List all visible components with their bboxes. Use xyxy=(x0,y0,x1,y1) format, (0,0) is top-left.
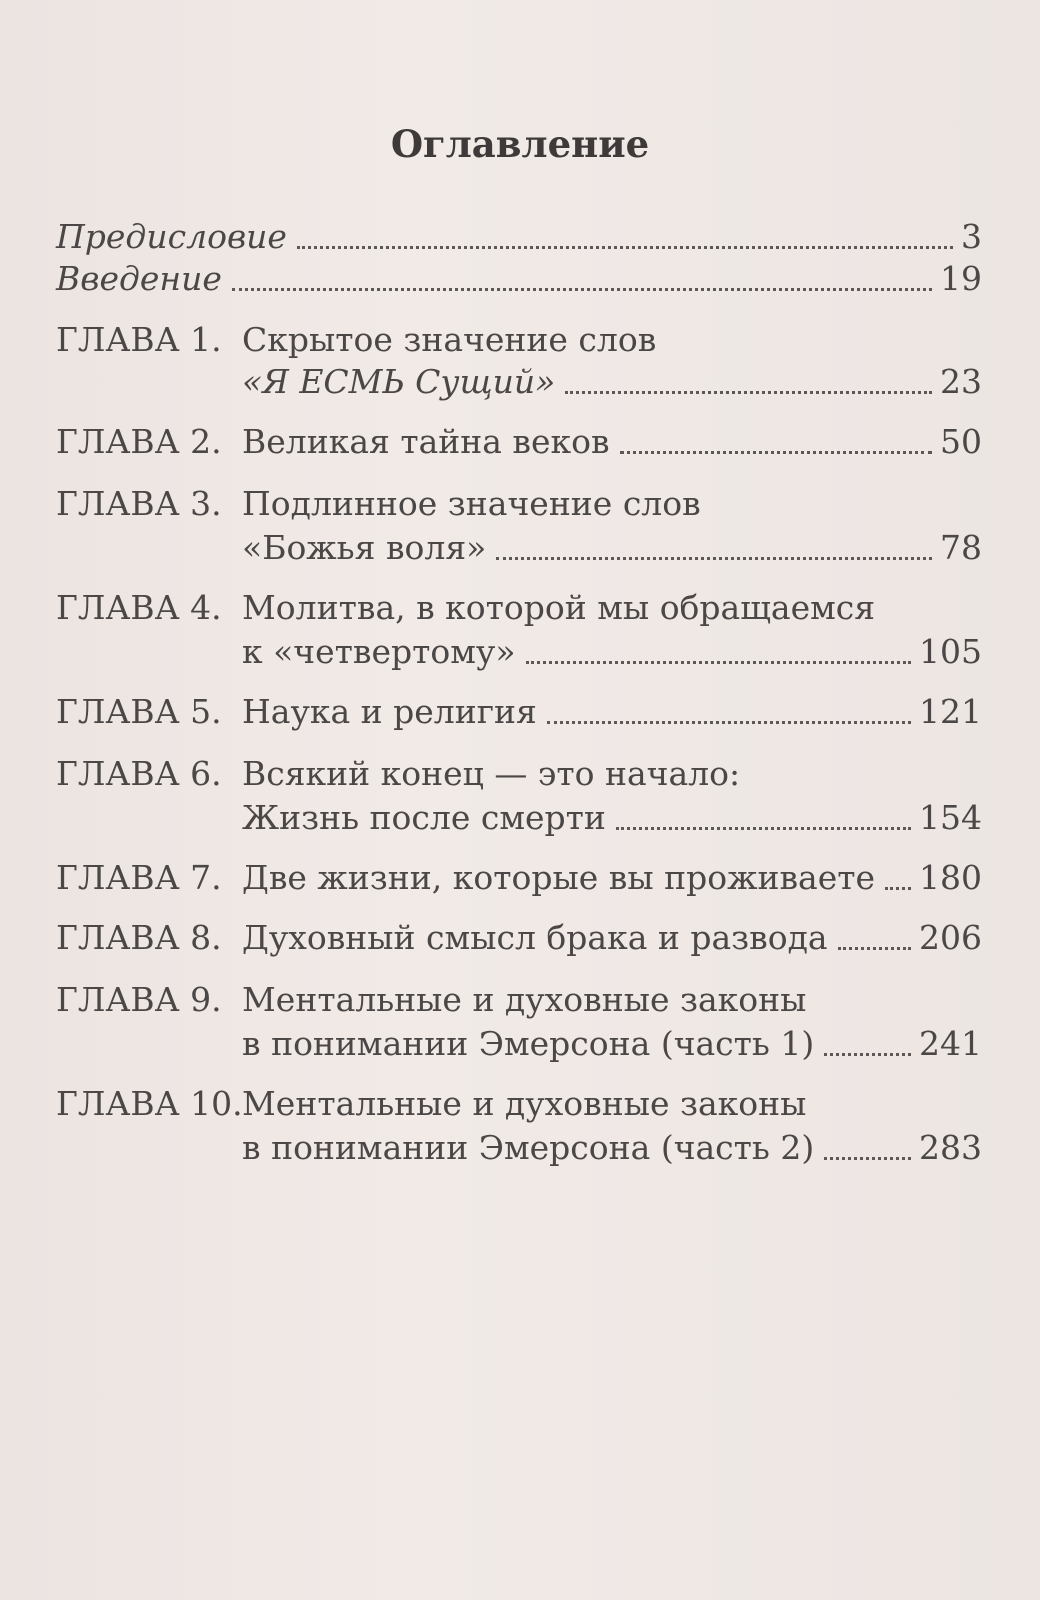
chapter-label: ГЛАВА 5. xyxy=(56,692,222,731)
chapter-title-line2: к «четвертому» xyxy=(242,632,516,671)
leader-dots xyxy=(838,916,911,950)
leader-dots xyxy=(526,630,911,664)
page-number: 3 xyxy=(961,217,982,256)
chapter-title-line1: Всякий конец — это начало: xyxy=(242,754,741,793)
toc-entry-text: Предисловие xyxy=(56,217,287,256)
chapter-title-line2: в понимании Эмерсона (часть 2) xyxy=(242,1128,815,1167)
leader-dots xyxy=(297,215,953,249)
toc-chapter-4-line2[interactable] xyxy=(56,630,982,674)
leader-dots xyxy=(620,420,932,454)
chapter-title-line1: Духовный смысл брака и развода xyxy=(242,918,828,957)
toc-entry-introduction[interactable] xyxy=(56,257,982,301)
toc-chapter-9[interactable] xyxy=(56,978,982,1022)
chapter-label: ГЛАВА 1. xyxy=(56,320,222,359)
page-number: 19 xyxy=(940,259,982,298)
chapter-title-line1: Две жизни, которые вы проживаете xyxy=(242,858,876,897)
toc-chapter-8[interactable] xyxy=(56,916,982,960)
leader-dots xyxy=(496,526,932,560)
chapter-title-line1: Наука и религия xyxy=(242,692,537,731)
toc-chapter-5[interactable] xyxy=(56,690,982,734)
chapter-label: ГЛАВА 3. xyxy=(56,484,222,523)
leader-dots xyxy=(824,1022,911,1056)
chapter-title-line2: «Божья воля» xyxy=(242,528,487,567)
chapter-label: ГЛАВА 7. xyxy=(56,858,222,897)
page-number: 154 xyxy=(919,798,982,837)
toc-chapter-7[interactable] xyxy=(56,856,982,900)
leader-dots xyxy=(616,796,911,830)
chapter-label: ГЛАВА 8. xyxy=(56,918,222,957)
toc-chapter-3[interactable] xyxy=(56,482,982,526)
chapter-label: ГЛАВА 6. xyxy=(56,754,222,793)
chapter-title-line2: Жизнь после смерти xyxy=(242,798,606,837)
page-title: Оглавление xyxy=(390,122,650,166)
page-number: 78 xyxy=(940,528,982,567)
page-number: 50 xyxy=(940,422,982,461)
chapter-title-line2: «Я ЕСМЬ Сущий» xyxy=(242,362,556,401)
toc-entry-preface[interactable] xyxy=(56,215,982,259)
chapter-title-line1: Скрытое значение слов xyxy=(242,320,657,359)
toc-entry-text: Введение xyxy=(56,259,222,298)
page-number: 180 xyxy=(919,858,982,897)
toc-chapter-6-line2[interactable] xyxy=(56,796,982,840)
toc-chapter-10-line2[interactable] xyxy=(56,1126,982,1170)
chapter-label: ГЛАВА 2. xyxy=(56,422,222,461)
leader-dots xyxy=(824,1126,911,1160)
toc-chapter-4[interactable] xyxy=(56,586,982,630)
page-number: 23 xyxy=(940,362,982,401)
toc-chapter-1-line2[interactable] xyxy=(56,360,982,404)
page-number: 283 xyxy=(919,1128,982,1167)
chapter-label: ГЛАВА 10. xyxy=(56,1084,243,1123)
page-number: 241 xyxy=(919,1024,982,1063)
toc-chapter-1[interactable] xyxy=(56,318,982,362)
leader-dots xyxy=(565,360,932,394)
toc-chapter-10[interactable] xyxy=(56,1082,982,1126)
toc-chapter-9-line2[interactable] xyxy=(56,1022,982,1066)
chapter-title-line1: Подлинное значение слов xyxy=(242,484,701,523)
chapter-title-line2: в понимании Эмерсона (часть 1) xyxy=(242,1024,815,1063)
leader-dots xyxy=(232,257,932,291)
leader-dots xyxy=(547,690,911,724)
page-number: 206 xyxy=(919,918,982,957)
toc-chapter-2[interactable] xyxy=(56,420,982,464)
chapter-title-line1: Ментальные и духовные законы xyxy=(242,980,807,1019)
chapter-label: ГЛАВА 9. xyxy=(56,980,222,1019)
chapter-label: ГЛАВА 4. xyxy=(56,588,222,627)
toc-chapter-6[interactable] xyxy=(56,752,982,796)
chapter-title-line1: Ментальные и духовные законы xyxy=(242,1084,807,1123)
page-number: 121 xyxy=(919,692,982,731)
leader-dots xyxy=(885,856,911,890)
chapter-title-line1: Великая тайна веков xyxy=(242,422,610,461)
chapter-title-line1: Молитва, в которой мы обращаемся xyxy=(242,588,876,627)
toc-chapter-3-line2[interactable] xyxy=(56,526,982,570)
page-number: 105 xyxy=(919,632,982,671)
